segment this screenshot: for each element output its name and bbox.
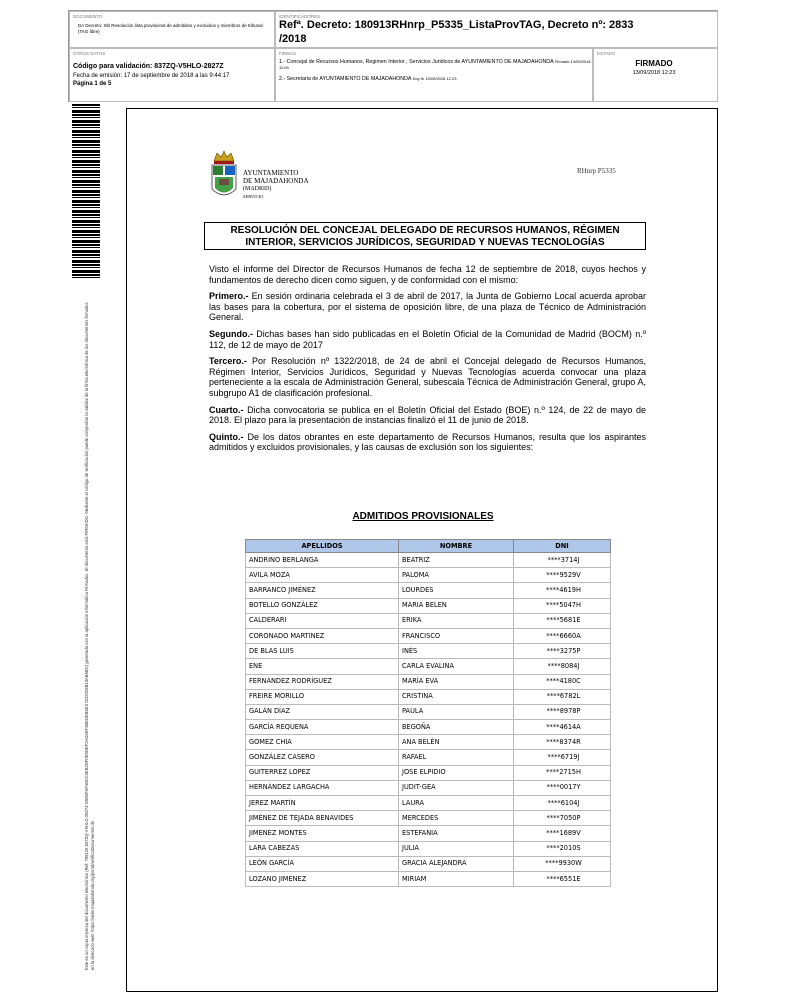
cell-nombre: BEATRIZ: [399, 553, 514, 568]
otros-datos-cell: [69, 48, 275, 102]
admitidos-heading: ADMITIDOS PROVISIONALES: [352, 511, 494, 522]
paragraph-text: De los datos obrantes en este departamento de Recursos Humanos, resulta que los aspirantes admitidos y excluidos provisionales, y las causas de exclusión son los siguientes:: [209, 431, 646, 453]
cell-apellidos: GOMEZ CHIA: [246, 735, 399, 750]
table-row: [246, 598, 611, 613]
paragraph-primero: [209, 291, 646, 323]
cell-apellidos: CORONADO MARTINEZ: [246, 628, 399, 643]
cell-apellidos: JEREZ MARTÍN: [246, 796, 399, 811]
estado-label: ESTADO: [597, 51, 616, 56]
logo-line1: AYUNTAMIENTO: [243, 169, 299, 177]
side-verification-text: [84, 300, 96, 970]
table-row: [246, 735, 611, 750]
ref-line2: /2018: [279, 33, 307, 45]
emission-date: Fecha de emisión: 17 de septiembre de 2018 a las 9:44:17: [73, 73, 230, 79]
intro-paragraph: Visto el informe del Director de Recursos Humanos de fecha 12 de septiembre de 2018, cuyos hechos y fundamentos de derecho dicen como siguen, y de conformidad con el mismo:: [209, 264, 646, 285]
identificadores-cell: [275, 11, 718, 48]
table-row: [246, 553, 611, 568]
cell-nombre: JOSE ELPIDIO: [399, 765, 514, 780]
paragraph-lead: Tercero.-: [209, 356, 247, 367]
cell-nombre: LAURA: [399, 796, 514, 811]
paragraph-segundo: [209, 329, 646, 350]
paragraph-text: En sesión ordinaria celebrada el 3 de abril de 2017, la Junta de Gobierno Local acuerda aprobar las bases para la cobertura, por el sistema de oposición libre, de una plaza de Técnico de Administración General.: [209, 291, 646, 323]
cell-apellidos: AVILA MOZA: [246, 568, 399, 583]
table-row: [246, 826, 611, 841]
cell-dni: ****5681E: [514, 613, 611, 628]
estado-cell: [593, 48, 718, 102]
cell-dni: ****8374R: [514, 735, 611, 750]
cell-dni: ****4614A: [514, 720, 611, 735]
cell-dni: ****1689V: [514, 826, 611, 841]
cell-nombre: PAULA: [399, 704, 514, 719]
paragraph-text: Dichas bases han sido publicadas en el Boletín Oficial de la Comunidad de Madrid (BOCM) n.º 112, de 12 de mayo de 2017: [209, 328, 646, 350]
cell-apellidos: LOZANO JIMENEZ: [246, 871, 399, 886]
cell-apellidos: FREIRE MORILLO: [246, 689, 399, 704]
cell-dni: ****8978P: [514, 704, 611, 719]
identificadores-label: IDENTIFICADORES: [279, 14, 321, 19]
cell-nombre: BEGOÑA: [399, 720, 514, 735]
estado-date: 13/09/2018 12:23: [632, 70, 676, 76]
cell-dni: ****9930W: [514, 856, 611, 871]
cell-dni: ****7050P: [514, 811, 611, 826]
resolution-title: [204, 222, 646, 250]
paragraph-lead: Cuarto.-: [209, 404, 244, 415]
reference-code: RHnrp P5335: [577, 167, 616, 175]
cell-nombre: ANA BELÉN: [399, 735, 514, 750]
logo-line3: (MADRID): [243, 186, 272, 192]
cell-apellidos: CALDERARI: [246, 613, 399, 628]
firma-2-text: 2.- Secretaria de AYUNTAMIENTO DE MAJADAHONDA: [279, 76, 412, 82]
table-row: [246, 613, 611, 628]
firma-1-date: Firmado 13/09/2018 11:09: [279, 59, 591, 70]
logo-line4: SERVICIO: [243, 194, 264, 199]
cell-nombre: RAFAEL: [399, 750, 514, 765]
firma-1-text: 1.- Concejal de Recursos Humanos, Regimen Interior , Servicios Juridicos de AYUNTAMIENTO DE MAJADAHONDA: [279, 59, 554, 65]
cell-nombre: INÉS: [399, 644, 514, 659]
cell-apellidos: ANDRINO BERLANGA: [246, 553, 399, 568]
cell-nombre: ERIKA: [399, 613, 514, 628]
table-row: [246, 780, 611, 795]
table-row: [246, 568, 611, 583]
documento-label: DOCUMENTO: [73, 14, 103, 19]
documento-cell: [69, 11, 275, 48]
cell-nombre: FRANCISCO: [399, 628, 514, 643]
table-row: [246, 765, 611, 780]
cell-dni: ****4180C: [514, 674, 611, 689]
page-count: Página 1 de 5: [73, 81, 112, 87]
table-row: [246, 796, 611, 811]
paragraph-text: Por Resolución nº 1322/2018, de 24 de abril el Concejal delegado de Recursos Humanos, Régimen Interior, Servicios Jurídicos, Seguridad y Nuevas Tecnologías acuerda convocar una plaza perteneciente a la escala de Administración General, subescala Técnica de Administración General, grupo A, subgrupo A1 de clasificación profesional.: [209, 356, 646, 398]
admitidos-table: [245, 539, 611, 887]
otros-label: OTROS DATOS: [73, 51, 106, 56]
cell-nombre: MERCEDES: [399, 811, 514, 826]
coat-of-arms-icon: [209, 147, 239, 207]
documento-text: DA Decreto: Sbl Resolución lista provisional de admitidos y excluidos y miembros de tribunal (TAG libre): [78, 23, 263, 34]
cell-nombre: PALOMA: [399, 568, 514, 583]
cell-apellidos: JIMÉNEZ DE TEJADA BENAVIDES: [246, 811, 399, 826]
cell-apellidos: GONZÁLEZ CASERO: [246, 750, 399, 765]
cell-nombre: GRACIA ALEJANDRA: [399, 856, 514, 871]
table-row: [246, 750, 611, 765]
table-row: [246, 628, 611, 643]
firma-1: [279, 59, 591, 71]
cell-apellidos: BOTELLO GONZÁLEZ: [246, 598, 399, 613]
cell-apellidos: DE BLAS LUIS: [246, 644, 399, 659]
paragraph-text: Dicha convocatoria se publica en el Boletín Oficial del Estado (BOE) n.º 124, de 22 de mayo de 2018. El plazo para la presentación de instancias finalizó el 11 de junio de 2018.: [209, 404, 646, 426]
cell-apellidos: LARA CABEZAS: [246, 841, 399, 856]
cell-dni: ****8084J: [514, 659, 611, 674]
cell-dni: ****2010S: [514, 841, 611, 856]
cell-dni: ****0017Y: [514, 780, 611, 795]
cell-dni: ****9529V: [514, 568, 611, 583]
table-row: [246, 856, 611, 871]
cell-dni: ****3275P: [514, 644, 611, 659]
cell-apellidos: FERNÁNDEZ RODRÍGUEZ: [246, 674, 399, 689]
paragraph-quinto: [209, 432, 646, 453]
paragraph-lead: Quinto.-: [209, 431, 244, 442]
cell-dni: ****6719J: [514, 750, 611, 765]
document-header: [68, 10, 718, 102]
table-row: [246, 644, 611, 659]
ref-line1: Refª. Decreto: 180913RHnrp_P5335_ListaProvTAG, Decreto nº: 2833: [279, 19, 634, 31]
cell-dni: ****4619H: [514, 583, 611, 598]
cell-apellidos: GUITERREZ LOPEZ: [246, 765, 399, 780]
paragraph-tercero: [209, 356, 646, 398]
cell-apellidos: LEÓN GARCÍA: [246, 856, 399, 871]
cell-nombre: CARLA EVALINA: [399, 659, 514, 674]
cell-nombre: MARÍA EVA: [399, 674, 514, 689]
cell-nombre: JUDIT-GEA: [399, 780, 514, 795]
table-row: [246, 674, 611, 689]
cell-dni: ****5047H: [514, 598, 611, 613]
firmas-cell: [275, 48, 593, 102]
resolution-body: [209, 264, 646, 459]
cell-apellidos: HERNÁNDEZ LARGACHA: [246, 780, 399, 795]
table-row: [246, 704, 611, 719]
title-line1: RESOLUCIÓN DEL CONCEJAL DELEGADO DE RECURSOS HUMANOS, RÉGIMEN: [230, 225, 620, 236]
cell-dni: ****3714J: [514, 553, 611, 568]
paragraph-cuarto: [209, 405, 646, 426]
table-row: [246, 871, 611, 886]
cell-dni: ****2715H: [514, 765, 611, 780]
paragraph-lead: Primero.-: [209, 291, 249, 302]
header-dni: DNI: [514, 540, 611, 553]
cell-dni: ****6782L: [514, 689, 611, 704]
firma-2: [279, 76, 591, 82]
logo-text: [243, 169, 309, 201]
cell-nombre: ESTEFANIA: [399, 826, 514, 841]
cell-dni: ****6104J: [514, 796, 611, 811]
cell-apellidos: GALÁN DÍAZ: [246, 704, 399, 719]
validation-code: Código para validación: 837ZQ-V5HLO-2827Z: [73, 63, 224, 70]
header-nombre: NOMBRE: [399, 540, 514, 553]
cell-apellidos: JIMENEZ MONTES: [246, 826, 399, 841]
cell-apellidos: BARRANCO JIMÉNEZ: [246, 583, 399, 598]
header-apellidos: APELLIDOS: [246, 540, 399, 553]
table-row: [246, 659, 611, 674]
table-header-row: [246, 540, 611, 553]
firma-2-date: Doy fe 13/09/2018 12:23: [412, 76, 457, 81]
document-page: [126, 108, 718, 992]
table-row: [246, 811, 611, 826]
estado-value: FIRMADO: [635, 59, 673, 68]
title-line2: INTERIOR, SERVICIOS JURÍDICOS, SEGURIDAD Y NUEVAS TECNOLOGÍAS: [245, 237, 605, 248]
cell-nombre: LOURDES: [399, 583, 514, 598]
barcode: [72, 104, 100, 280]
cell-nombre: JULIA: [399, 841, 514, 856]
logo-line2: DE MAJADAHONDA: [243, 177, 309, 185]
table-row: [246, 720, 611, 735]
cell-apellidos: ENE: [246, 659, 399, 674]
cell-dni: ****6660A: [514, 628, 611, 643]
cell-dni: ****6551E: [514, 871, 611, 886]
cell-apellidos: GARCÍA REQUENA: [246, 720, 399, 735]
firmas-label: FIRMAS: [279, 51, 297, 56]
table-row: [246, 841, 611, 856]
cell-nombre: MARIA BELEN: [399, 598, 514, 613]
table-row: [246, 689, 611, 704]
cell-nombre: MIRIAM: [399, 871, 514, 886]
side-text: Este es un copia impresa del documento electrónico (Ref: 799126 837ZQ-V5HLO-2827Z D5E5F6F4D0C3EB2DF0E9DEF2AD4EF3BEDEB6E3 CD2028B13AB5BC) generada con la aplicación informática Firmadoc. El documento está FIRMADO. Mediante el código de verificación puede comprobar la validez de la firma electrónica de los documentos firmados en la dirección web: https://sede.majadahonda.org/portal/verificaDocumentos.do: [84, 302, 95, 970]
cell-nombre: CRISTINA: [399, 689, 514, 704]
paragraph-lead: Segundo.-: [209, 328, 253, 339]
table-row: [246, 583, 611, 598]
